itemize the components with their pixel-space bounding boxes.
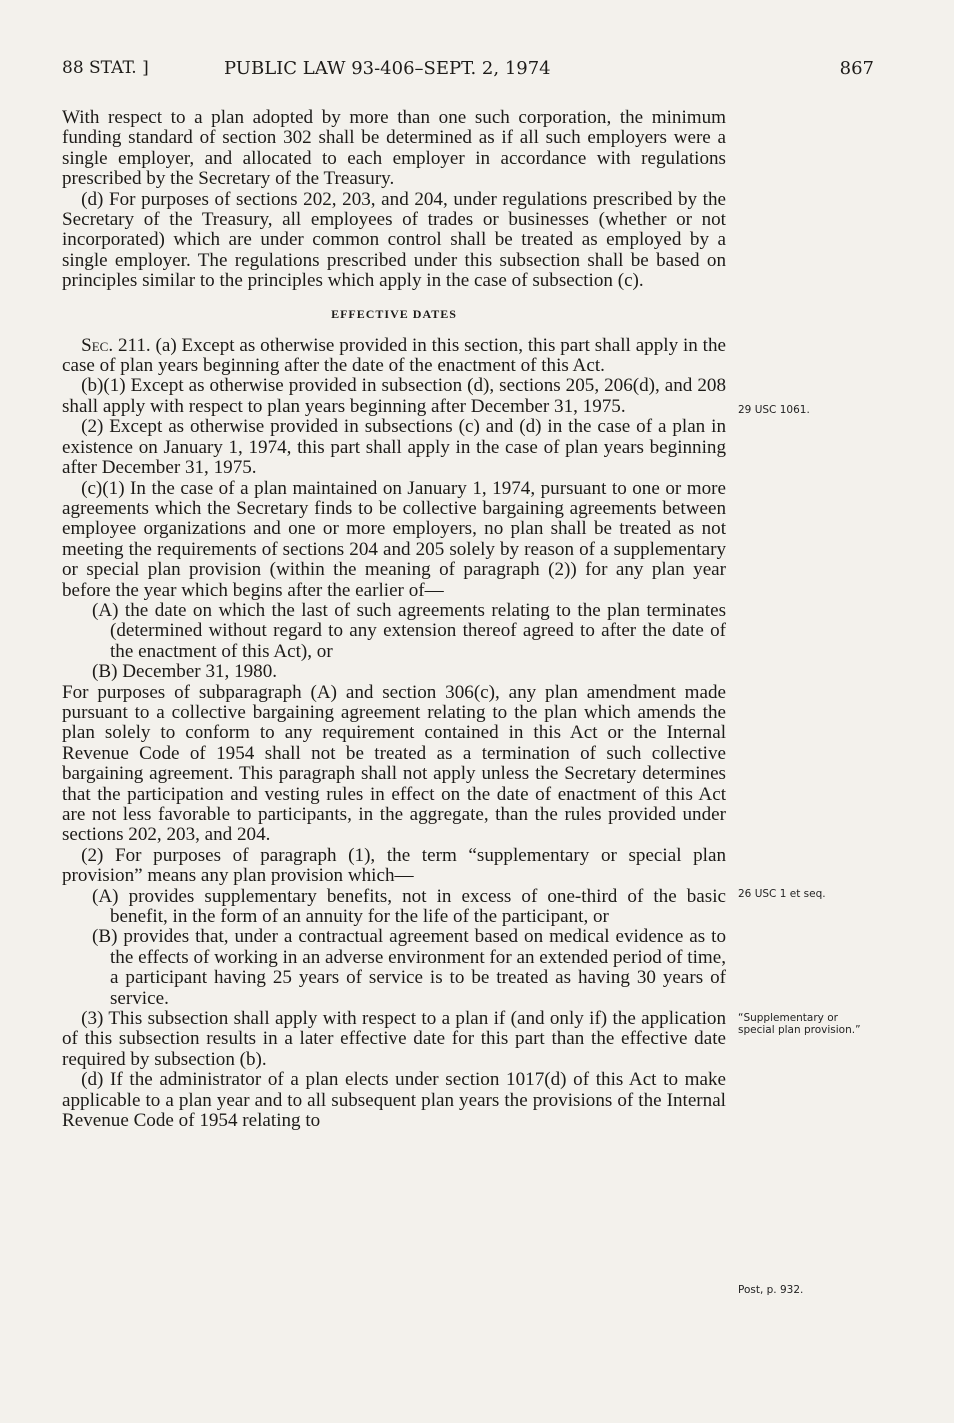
margin-note-reference: Post, p. 932.: [738, 1284, 804, 1296]
section-label: Sec. 211.: [81, 334, 151, 356]
paragraph: For purposes of subparagraph (A) and section 306(c), any plan amendment made pursuant to a collective bargaining agreement relating to the plan which amends the plan solely to conform to any requirement contained in this Act or the Internal Revenue Code of 1954 shall not be treated as a termination of such collective bargaining agreement. This paragraph shall not apply unless the Secretary determines that the participation and vesting rules in effect on the date of enactment of this Act are not less favorable to participants, in the aggregate, than the rules provided under sections 202, 203, and 204.: [62, 681, 726, 846]
paragraph-text: (a) Except as otherwise provided in this section, this part shall apply in the case of plan years beginning after the date of the enactment of this Act.: [62, 334, 726, 377]
page-header: [62, 58, 874, 86]
paragraph: (2) Except as otherwise provided in subsections (c) and (d) in the case of a plan in existence on January 1, 1974, this part shall apply in the case of plan years beginning after December 31, 1975.: [62, 416, 726, 479]
paragraph: (2) For purposes of paragraph (1), the term “supplementary or special plan provision” means any plan provision which—: [62, 844, 726, 887]
section-heading: EFFECTIVE DATES: [331, 306, 457, 321]
paragraph: (d) For purposes of sections 202, 203, and 204, under regulations prescribed by the Secretary of the Treasury, all employees of trades or businesses (whether or not incorporated) which are under common control shall be treated as employed by a single employer. The regulations prescribed under this subsection shall be based on principles similar to the principles which apply in the case of subsection (c).: [62, 188, 726, 292]
main-text: [62, 108, 726, 1132]
header-title: PUBLIC LAW 93-406–SEPT. 2, 1974: [224, 58, 551, 79]
paragraph: With respect to a plan adopted by more than one such corporation, the minimum funding standard of section 302 shall be determined as if all such employers were a single employer, and allocated to each employer in accordance with regulations prescribed by the Secretary of the Treasury.: [62, 107, 726, 190]
paragraph: (b)(1) Except as otherwise provided in subsection (d), sections 205, 206(d), and 208 shall apply with respect to plan years beginning after December 31, 1975.: [62, 375, 726, 417]
paragraph: (c)(1) In the case of a plan maintained on January 1, 1974, pursuant to one or more agreements which the Secretary finds to be collective bargaining agreements between employee organizations and one or more employers, no plan shall be treated as not meeting the requirements of sections 204 and 205 solely by reason of a supplementary or special plan provision (within the meaning of paragraph (2)) for any plan year before the year which begins after the earlier of—: [62, 477, 726, 601]
paragraph: (3) This subsection shall apply with respect to a plan if (and only if) the application of this subsection results in a later effective date for this part than the effective date required by subsection (b).: [62, 1008, 726, 1070]
page-number: 867: [839, 58, 874, 79]
subparagraph: (B) provides that, under a contractual agreement based on medical evidence as to the effects of working in an adverse environment for an extended period of time, a participant having 25 years of service is to be treated as having 30 years of service.: [92, 926, 726, 1009]
subparagraph: (A) provides supplementary benefits, not in excess of one-third of the basic benefit, in the form of an annuity for the life of the participant, or: [92, 885, 726, 928]
subparagraph: (B) December 31, 1980.: [92, 661, 278, 683]
margin-note-citation: 26 USC 1 et seq.: [738, 888, 826, 900]
margin-note-definition: “Supplementary or special plan provision.”: [738, 1012, 861, 1036]
paragraph: [62, 336, 726, 377]
subparagraph: (A) the date on which the last of such agreements relating to the plan terminates (determined without regard to any extension thereof agreed to after the date of the enactment of this Act), or: [92, 599, 726, 662]
margin-note-citation: 29 USC 1061.: [738, 404, 810, 416]
paragraph: (d) If the administrator of a plan elects under section 1017(d) of this Act to make applicable to a plan year and to all subsequent plan years the provisions of the Internal Revenue Code of 1954 relating to: [62, 1069, 726, 1132]
header-statute-ref: 88 STAT. ]: [62, 58, 149, 78]
